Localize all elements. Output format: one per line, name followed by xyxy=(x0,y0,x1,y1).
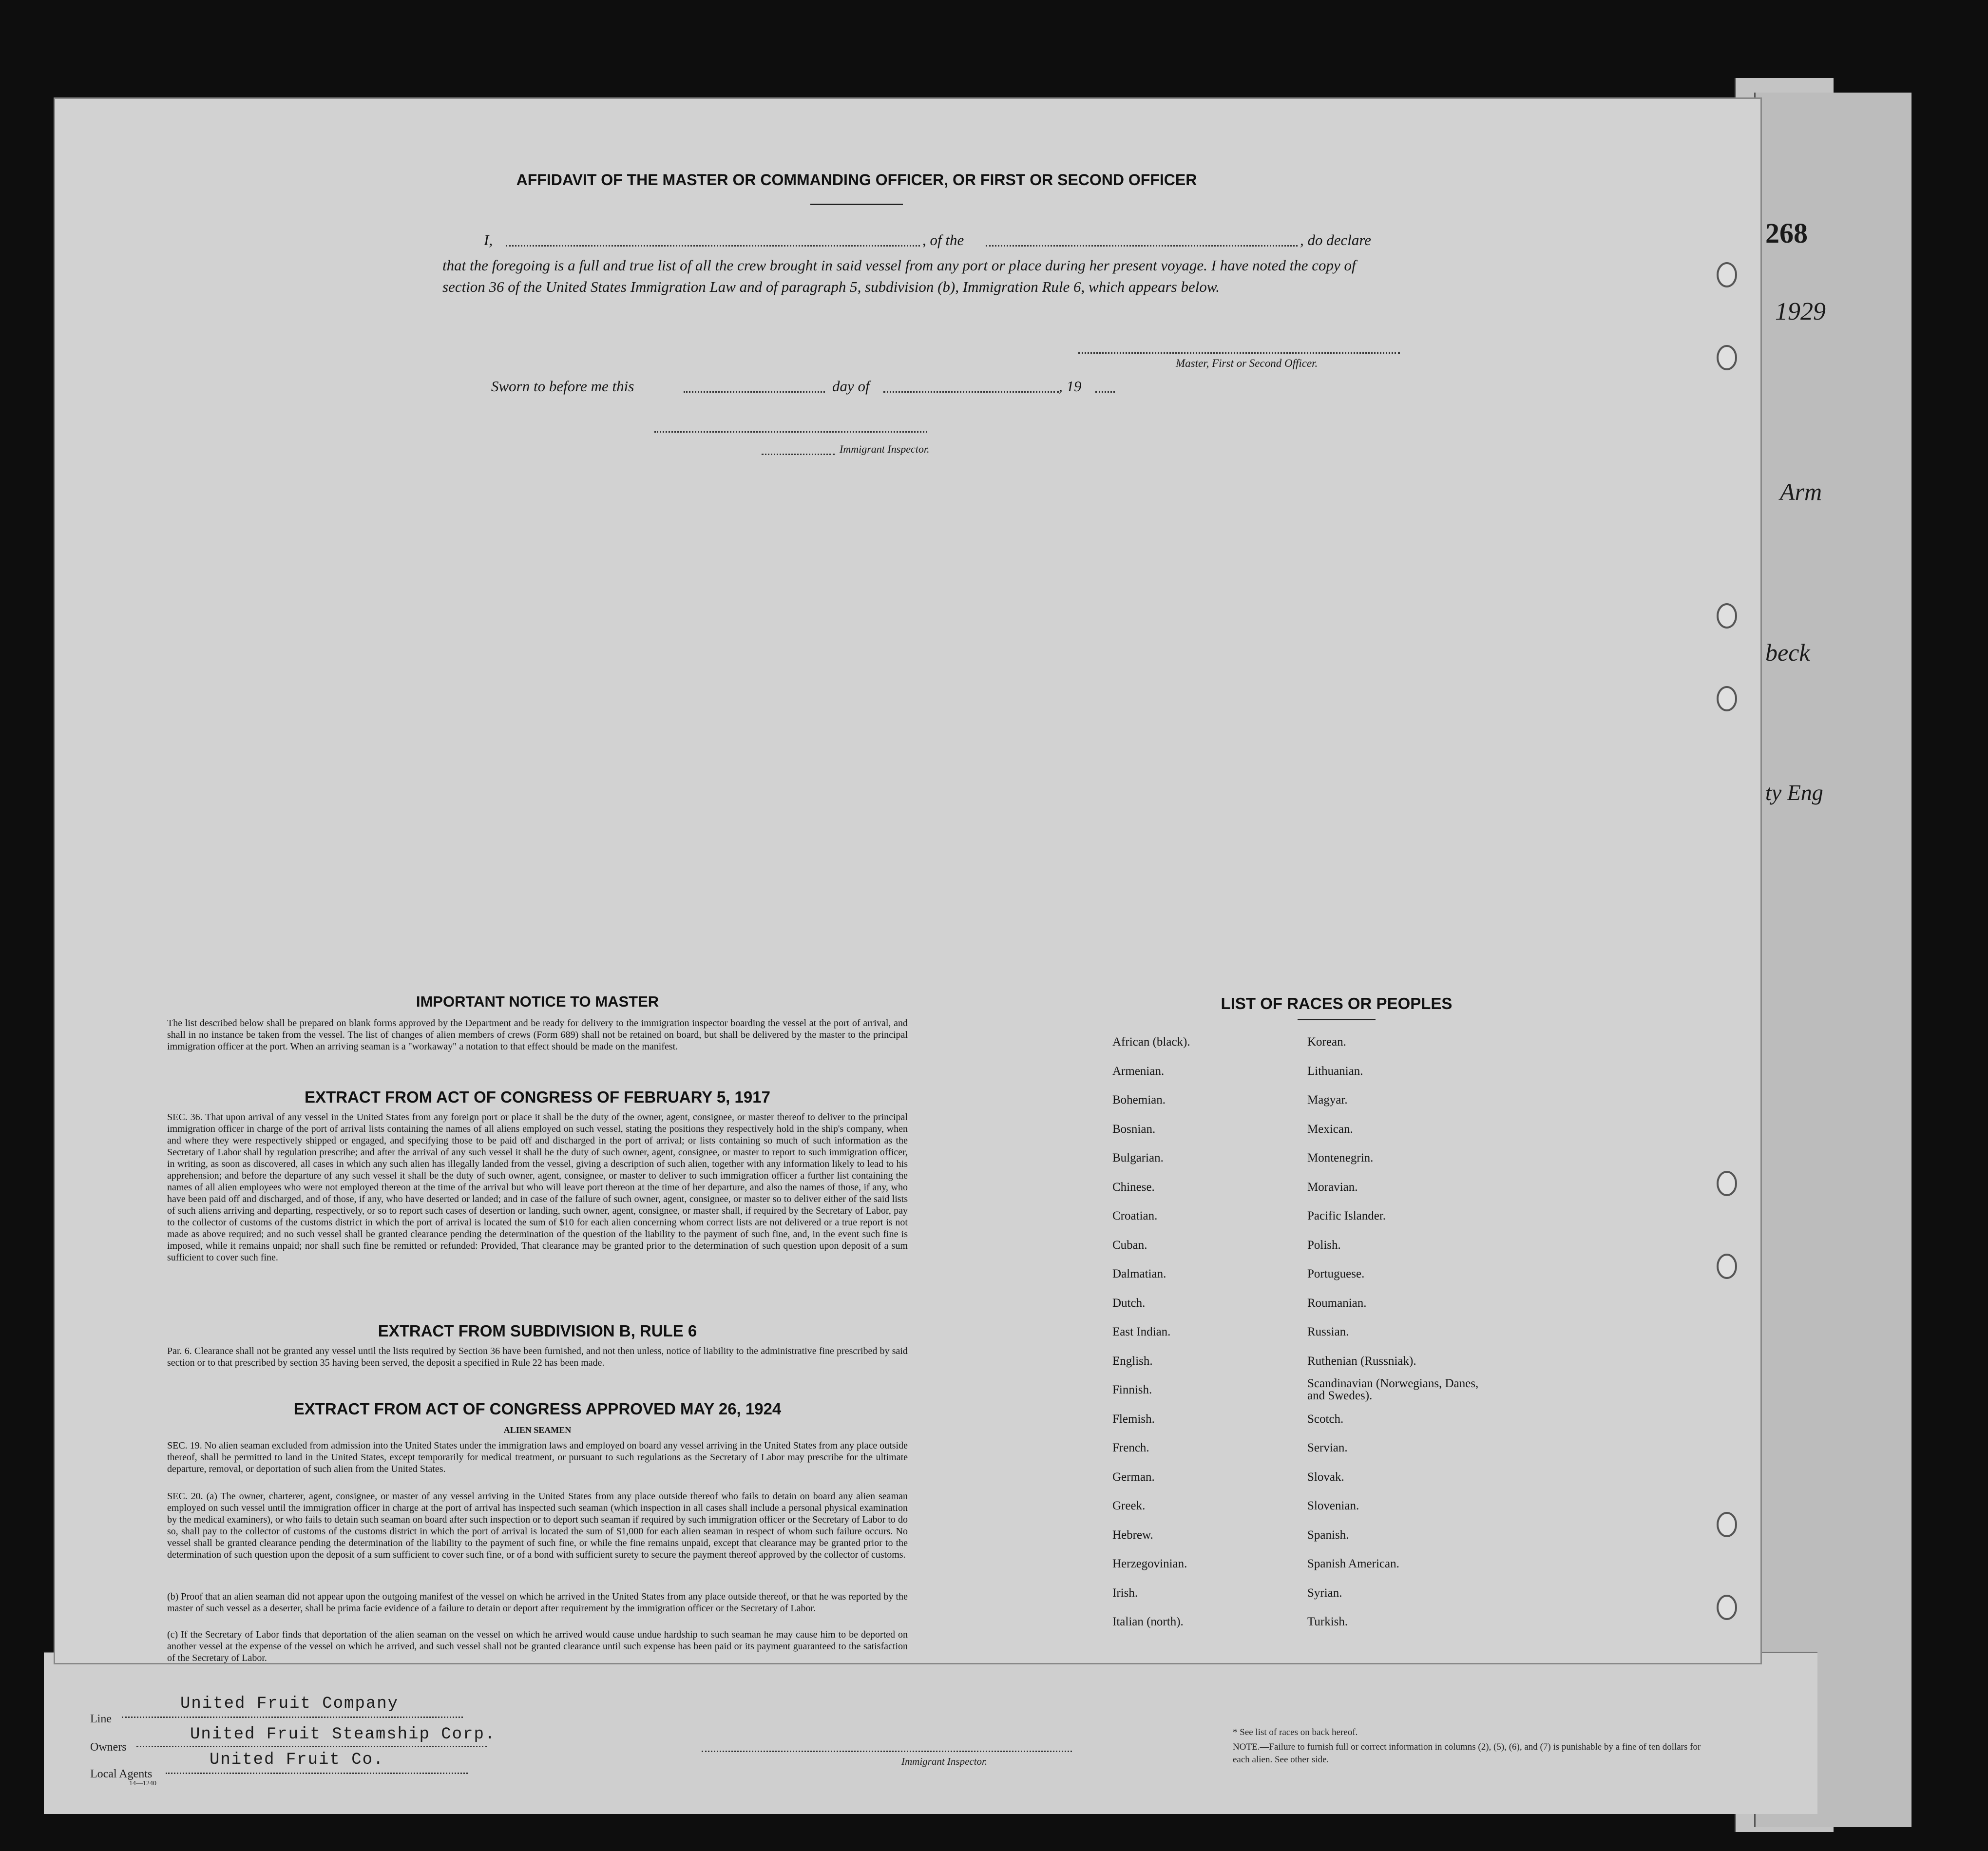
agents-value: United Fruit Co. xyxy=(210,1751,384,1769)
race-item: Cuban. xyxy=(1112,1238,1147,1252)
race-item: Scandinavian (Norwegians, Danes, and Swedes). xyxy=(1307,1377,1479,1402)
extract-1924-sec20b: (b) Proof that an alien seaman did not appear upon the outgoing manifest of the vessel on which he arrived in the United States from any place outside thereof, or that he was reported by the master of such vessel as a deserter, shall be prima facie evidence of a failure to detain or deport after requirement by the immigration officer or the Secretary of Labor. xyxy=(167,1591,908,1614)
notice-body: The list described below shall be prepared on blank forms approved by the Department and be ready for delivery to the immigration inspector boarding the vessel at the port of arrival, and shall in no instance be taken from the vessel. The list of changes of alien members of crews (Form 689) shall not be retained on board, but shall be delivered by the master to the principal immigration officer at the port. When an arriving seaman is a "workaway" a notation to that effect should be made on the manifest. xyxy=(167,1018,908,1052)
race-item: German. xyxy=(1112,1470,1155,1484)
race-item: Greek. xyxy=(1112,1499,1146,1512)
race-item: Chinese. xyxy=(1112,1180,1155,1194)
sworn-day: day of xyxy=(832,378,870,395)
affidavit-of-the: , of the xyxy=(922,231,964,248)
race-item: Flemish. xyxy=(1112,1412,1155,1426)
binder-hole xyxy=(1717,1512,1737,1537)
race-item: Turkish. xyxy=(1307,1615,1348,1628)
affidavit-i: I, xyxy=(484,231,493,248)
race-item: Moravian. xyxy=(1307,1180,1358,1194)
race-item: Spanish. xyxy=(1307,1528,1349,1542)
extract-1924-title: EXTRACT FROM ACT OF CONGRESS APPROVED MAY 26, 1924 xyxy=(293,1400,782,1418)
binder-hole xyxy=(1717,1254,1737,1279)
back-sheet-word-3: ty Eng xyxy=(1765,780,1823,805)
binder-hole xyxy=(1717,345,1737,370)
back-sheet-word-2: beck xyxy=(1765,639,1810,666)
sworn-line xyxy=(491,378,1222,397)
line-value: United Fruit Company xyxy=(180,1695,399,1713)
extract-1917-body: SEC. 36. That upon arrival of any vessel in the United States from any foreign port or place it shall be the duty of the owner, agent, consignee, or master thereof to deliver to the principal immigration officer in charge of the port of arrival lists containing the names of all aliens employed on such vessel, stating the positions they respectively hold in the ship's company, when and where they were respectively shipped or engaged, and specifying those to be paid off and discharged in the port of arrival; or lists containing so much of such information as the Secretary of Labor shall by regulation prescribe; and after the arrival of any such vessel it shall be the duty of such owner, agent, consignee, or master to report to such immigration officer, in writing, as soon as discovered, all cases in which any such alien has illegally landed from the vessel, giving a description of such alien, together with any information likely to lead to his apprehension; and before the departure of any such vessel it shall be the duty of such owner, agent, consignee, or master to deliver to such immigration officer a further list containing the names of all alien employees who were not employed thereon at the time of the arrival but who will leave port thereon at the time of her departure, and also the names of those, if any, who have been paid off and discharged, and of those, if any, who have deserted or landed; and in case of the failure of such owner, agent, consignee, or master so to deliver either of the said lists of such aliens arriving and departing, respectively, or so to report such cases of desertion or landing, such owner, agent, consignee, or master shall, if required by the Secretary of Labor, pay to the collector of customs of the customs district in which the port of arrival is located the sum of $10 for each alien concerning whom correct lists are not delivered or a true report is not made as above required; and no such vessel shall be granted clearance pending the determination of the question of the liability to the payment of such fine, and, in the event such fine is imposed, while it remains unpaid; nor shall such fine be remitted or refunded: Provided, That clearance may be granted prior to the determination of such question upon deposit of a sum sufficient to cover such fine. xyxy=(167,1112,908,1263)
race-item: Servian. xyxy=(1307,1441,1348,1454)
owners-label: Owners xyxy=(90,1741,127,1754)
binder-hole xyxy=(1717,1171,1737,1196)
form-number: 14—1240 xyxy=(129,1780,156,1787)
race-item: Finnish. xyxy=(1112,1383,1152,1396)
extract-rule6-title: EXTRACT FROM SUBDIVISION B, RULE 6 xyxy=(378,1322,697,1340)
race-item: Herzegovinian. xyxy=(1112,1557,1187,1570)
binder-hole xyxy=(1717,262,1737,287)
sworn-prefix: Sworn to before me this xyxy=(491,378,634,395)
race-item: Pacific Islander. xyxy=(1307,1209,1386,1222)
race-item: Portuguese. xyxy=(1307,1267,1365,1280)
binder-hole xyxy=(1717,1595,1737,1620)
extract-1917-title: EXTRACT FROM ACT OF CONGRESS OF FEBRUARY 5, 1917 xyxy=(305,1088,770,1106)
race-item: Syrian. xyxy=(1307,1586,1342,1600)
race-item: French. xyxy=(1112,1441,1149,1454)
race-item: Irish. xyxy=(1112,1586,1138,1600)
line-label: Line xyxy=(90,1713,112,1725)
race-item: Bosnian. xyxy=(1112,1122,1156,1136)
race-item: Russian. xyxy=(1307,1325,1349,1338)
race-item: Korean. xyxy=(1307,1035,1346,1049)
extract-1924-sec20c: (c) If the Secretary of Labor finds that deportation of the alien seaman on the vessel on which he arrived would cause undue hardship to such seaman he may cause him to be deported on another vessel at the expense of the vessel on which he arrived, and such vessel shall not be granted clearance until such expense has been paid or its payment guaranteed to the satisfaction of the Secretary of Labor. xyxy=(167,1629,908,1663)
affidavit-inspector-label: Immigrant Inspector. xyxy=(840,443,930,455)
races-title: LIST OF RACES OR PEOPLES xyxy=(1221,994,1453,1012)
race-item: Spanish American. xyxy=(1307,1557,1399,1570)
affidavit-sheet xyxy=(54,97,1762,1664)
race-item: Mexican. xyxy=(1307,1122,1353,1136)
sworn-year: , 19 xyxy=(1059,378,1082,395)
owners-value: United Fruit Steamship Corp. xyxy=(190,1725,496,1744)
races-note: * See list of races on back hereof. xyxy=(1233,1727,1358,1737)
back-sheet-year: 1929 xyxy=(1775,298,1826,325)
race-item: Slovak. xyxy=(1307,1470,1344,1484)
race-item: Ruthenian (Russniak). xyxy=(1307,1354,1416,1368)
affidavit-line-1 xyxy=(484,231,1390,251)
race-item: Montenegrin. xyxy=(1307,1151,1374,1164)
race-item: African (black). xyxy=(1112,1035,1190,1049)
race-item: Armenian. xyxy=(1112,1064,1165,1078)
race-item: Dalmatian. xyxy=(1112,1267,1166,1280)
race-item: Hebrew. xyxy=(1112,1528,1153,1542)
race-item: Bulgarian. xyxy=(1112,1151,1164,1164)
extract-1924-sec19: SEC. 19. No alien seaman excluded from admission into the United States under the immigration laws and employed on board any vessel arriving in the United States from any place outside thereof, shall be permitted to land in the United States, except temporarily for medical treatment, or pursuant to such regulations as the Secretary of Labor may prescribe for the ultimate departure, removal, or deportation of such alien from the United States. xyxy=(167,1440,908,1474)
race-item: Croatian. xyxy=(1112,1209,1158,1222)
back-sheet xyxy=(1754,93,1912,1827)
back-sheet-word-1: Arm xyxy=(1780,478,1822,505)
race-item: Polish. xyxy=(1307,1238,1341,1252)
signature-label: Master, First or Second Officer. xyxy=(1176,357,1318,369)
race-item: Magyar. xyxy=(1307,1093,1348,1107)
race-item: Italian (north). xyxy=(1112,1615,1184,1628)
race-item: Slovenian. xyxy=(1307,1499,1359,1512)
back-sheet-number: 268 xyxy=(1765,217,1808,249)
race-item: Lithuanian. xyxy=(1307,1064,1363,1078)
extract-1924-subtitle: ALIEN SEAMEN xyxy=(503,1425,572,1435)
manifest-footer xyxy=(44,1652,1817,1814)
race-item: English. xyxy=(1112,1354,1153,1368)
extract-rule6-body: Par. 6. Clearance shall not be granted any vessel until the lists required by Section 36 have been furnished, and not then unless, notice of liability to the administrative fine prescribed by said section or to that prescribed by section 35 having been served, the deposit a specified in Rule 22 has been made. xyxy=(167,1346,908,1368)
race-item: Dutch. xyxy=(1112,1296,1146,1310)
fine-note: NOTE.—Failure to furnish full or correct information in columns (2), (5), (6), and (7) is punishable by a fine of ten dollars for each alien. See other side. xyxy=(1233,1742,1701,1765)
footer-inspector-label: Immigrant Inspector. xyxy=(901,1756,988,1767)
extract-1924-sec20a: SEC. 20. (a) The owner, charterer, agent, consignee, or master of any vessel arriving in the United States from any place outside thereof who fails to detain on board any alien seaman employed on such vessel until the immigration officer in charge at the port of arrival has inspected such seaman (which inspection in all cases shall include a personal physical examination by the medical examiners), or who fails to detain such seaman on board after such inspection or to deport such seaman if required by such immigration officer or the Secretary of Labor to do so, shall pay to the collector of customs of the customs district in which the port of arrival is located the sum of $1,000 for each alien seaman in respect of whom such failure occurs. No vessel shall be granted clearance pending the determination of the liability to the payment of such fine, or while the fine remains unpaid, except that clearance may be granted prior to the determination of such question upon the deposit of a sum sufficient to cover such fine, or of a bond with sufficient surety to secure the payment thereof approved by the collector of customs. xyxy=(167,1491,908,1560)
affidavit-declare: , do declare xyxy=(1300,231,1372,248)
race-item: East Indian. xyxy=(1112,1325,1171,1338)
race-item: Roumanian. xyxy=(1307,1296,1367,1310)
affidavit-title: AFFIDAVIT OF THE MASTER OR COMMANDING OFFICER, OR FIRST OR SECOND OFFICER xyxy=(516,171,1197,189)
affidavit-body: that the foregoing is a full and true list of all the crew brought in said vessel from any port or place during her present voyage. I have noted the copy of section 36 of the United States Immigration Law and of paragraph 5, subdivision (b), Immigration Rule 6, which appears below. xyxy=(442,257,1356,295)
binder-hole xyxy=(1717,603,1737,629)
notice-title: IMPORTANT NOTICE TO MASTER xyxy=(416,993,659,1010)
race-item: Bohemian. xyxy=(1112,1093,1166,1107)
binder-hole xyxy=(1717,686,1737,711)
race-item: Scotch. xyxy=(1307,1412,1344,1426)
agents-label: Local Agents xyxy=(90,1768,153,1780)
